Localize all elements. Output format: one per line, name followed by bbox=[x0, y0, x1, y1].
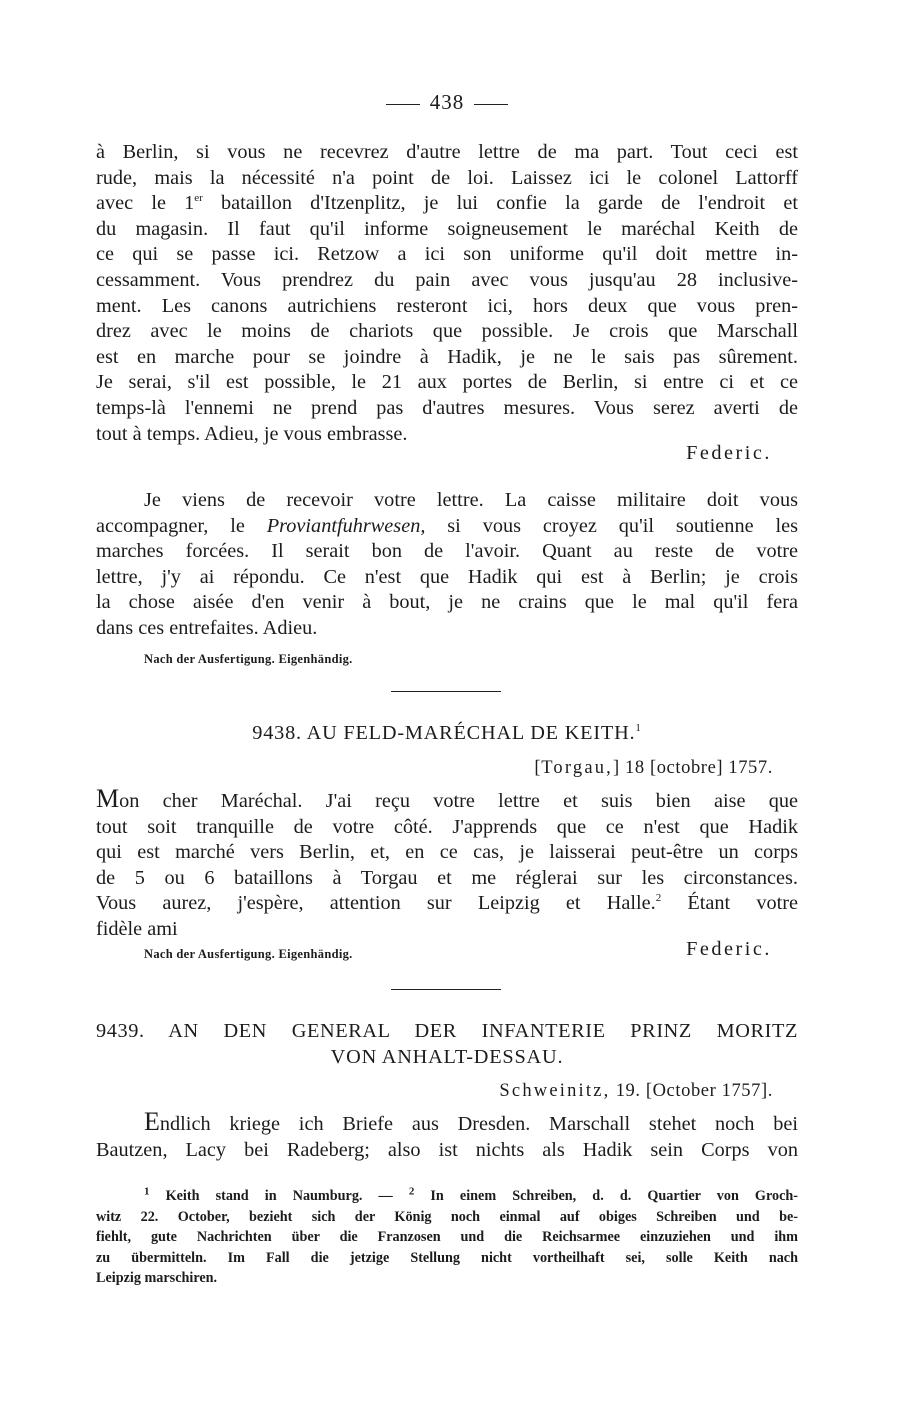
letter-body bbox=[96, 1109, 798, 1163]
text-line: à Berlin, si vous ne recevrez d'autre lettre de ma part. Tout ceci est bbox=[96, 141, 798, 163]
dateline: [Torgau,] 18 [octobre] 1757. bbox=[534, 758, 773, 778]
source-note: Nach der Ausfertigung. Eigenhändig. bbox=[144, 947, 353, 961]
postscript bbox=[96, 488, 798, 642]
page-number: 438 bbox=[429, 90, 465, 114]
text-line: accompagner, le Proviantfuhrwesen, si vous croyez qu'il soutienne les bbox=[96, 514, 798, 537]
initial-letter: M bbox=[96, 784, 120, 813]
page-number-line bbox=[96, 90, 798, 115]
initial-letter: E bbox=[144, 1107, 160, 1136]
source-note: Nach der Ausfertigung. Eigenhändig. bbox=[144, 652, 353, 666]
heading-line: VON ANHALT-DESSAU. bbox=[330, 1046, 564, 1068]
text-line: Endlich kriege ich Briefe aus Dresden. Marschall stehet noch bei bbox=[144, 1107, 798, 1136]
text-line: ce qui se passe ici. Retzow a ici son uniforme qu'il doit mettre in- bbox=[96, 243, 798, 266]
heading-line: 9439. AN DEN GENERAL DER INFANTERIE PRINZ MORITZ bbox=[96, 1020, 798, 1042]
text-line: de 5 ou 6 bataillons à Torgau et me réglerai sur les circonstances. bbox=[96, 866, 798, 889]
footnote-line: witz 22. October, bezieht sich der König noch einmal auf obiges Schreiben und be- bbox=[96, 1208, 798, 1225]
text-line: Je viens de recevoir votre lettre. La caisse militaire doit vous bbox=[144, 489, 798, 511]
footnote-ref: 1 bbox=[635, 722, 642, 735]
text-line: Mon cher Maréchal. J'ai reçu votre lettre et suis bien aise que bbox=[96, 784, 798, 813]
footnote-line: $^1$ Keith stand in Naumburg. — $^2$ In einem Schreiben, d. d. Quartier von Groch- bbox=[144, 1185, 799, 1204]
text-line: fidèle ami bbox=[96, 917, 178, 940]
italic-term: Proviantfuhrwesen, bbox=[266, 514, 426, 537]
letter-heading bbox=[96, 1020, 798, 1043]
footnotes bbox=[96, 1186, 798, 1289]
text-line: est en marche pour se joindre à Hadik, je ne le sais pas sûrement. bbox=[96, 345, 798, 368]
text-line: dans ces entrefaites. Adieu. bbox=[96, 616, 318, 639]
dash-left bbox=[386, 104, 420, 105]
letter-continuation bbox=[96, 140, 798, 447]
section-divider bbox=[391, 989, 501, 990]
text-line: tout soit tranquille de votre côté. J'apprends que ce n'est que Hadik bbox=[96, 815, 798, 838]
text-line: cessamment. Vous prendrez du pain avec vous jusqu'au 28 inclusive- bbox=[96, 268, 798, 291]
footnote-line: fiehlt, gute Nachrichten über die Franzosen und die Reichsarmee einzuziehen und ihm bbox=[96, 1229, 798, 1246]
section-divider bbox=[391, 691, 501, 692]
text-line: tout à temps. Adieu, je vous embrasse. bbox=[96, 422, 408, 445]
text-line: la chose aisée d'en venir à bout, je ne crains que le mal qu'il fera bbox=[96, 591, 798, 614]
text-line: Je serai, s'il est possible, le 21 aux portes de Berlin, si entre ci et ce bbox=[96, 371, 798, 394]
footnote-ref: 2 bbox=[655, 892, 662, 905]
text-line: qui est marché vers Berlin, et, en ce cas, je laisserai peut-être un corps bbox=[96, 841, 798, 864]
footnote-line: Leipzig marschiren. bbox=[96, 1270, 218, 1287]
text-line: Bautzen, Lacy bei Radeberg; also ist nichts als Hadik sein Corps von bbox=[96, 1138, 798, 1161]
footnote-line: zu übermitteln. Im Fall die jetzige Stellung nicht vortheilhaft sei, solle Keith nach bbox=[96, 1249, 798, 1266]
text-line: rude, mais la nécessité n'a point de loi. Laissez ici le colonel Lattorff bbox=[96, 166, 798, 189]
letter-body bbox=[96, 786, 798, 943]
signature: Federic. bbox=[686, 442, 772, 464]
text-line: lettre, j'y ai répondu. Ce n'est que Hadik qui est à Berlin; je crois bbox=[96, 565, 798, 588]
text-line: marches forcées. Il serait bon de l'avoir. Quant au reste de votre bbox=[96, 540, 798, 563]
text-line: temps-là l'ennemi ne prend pas d'autres mesures. Vous serez averti de bbox=[96, 396, 798, 419]
text-line: du magasin. Il faut qu'il informe soigneusement le maréchal Keith de bbox=[96, 217, 798, 240]
text-line: Vous aurez, j'espère, attention sur Leipzig et Halle.$^2$ Étant votre bbox=[96, 892, 798, 915]
text-line: ment. Les canons autrichiens resteront ici, hors deux que vous pren- bbox=[96, 294, 798, 317]
dateline: Schweinitz, 19. [October 1757]. bbox=[499, 1081, 773, 1101]
dash-right bbox=[474, 104, 508, 105]
text-line: avec le 1er bataillon d'Itzenplitz, je lui confie la garde de l'endroit et bbox=[96, 192, 798, 215]
signature: Federic. bbox=[686, 938, 772, 960]
text-line: drez avec le moins de chariots que possible. Je crois que Marschall bbox=[96, 320, 798, 343]
letter-heading: 9438. AU FELD-MARÉCHAL DE KEITH.$^1$ bbox=[252, 722, 642, 744]
